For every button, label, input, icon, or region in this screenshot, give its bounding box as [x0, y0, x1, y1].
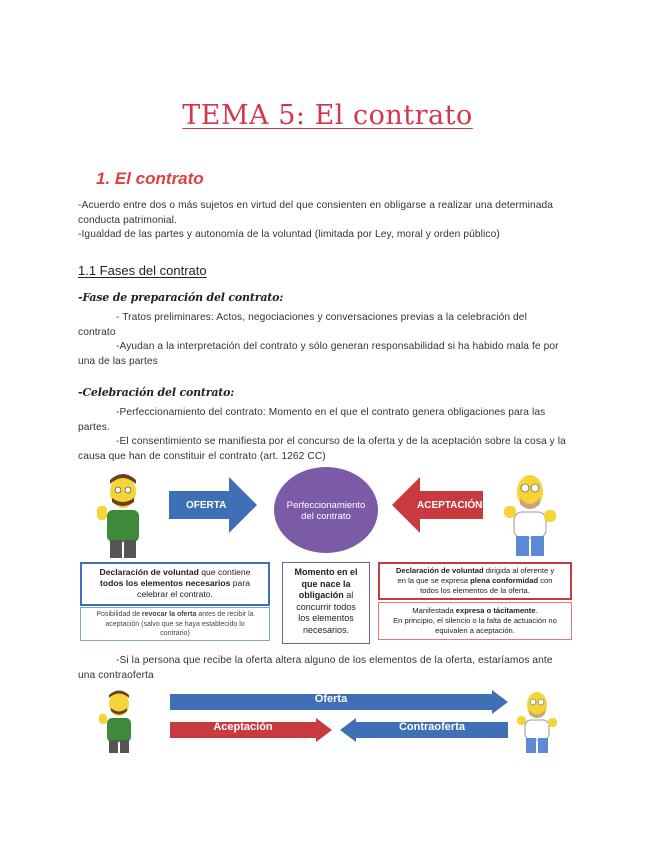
text-line: -Acuerdo entre dos o más sujetos en virtud del que consienten en obligarse a realizar una determinada	[78, 200, 554, 211]
text-line: causa que han de constituir el contrato (art. 1262 CC)	[78, 450, 326, 462]
box-bold-text: Declaración de voluntad	[99, 567, 199, 577]
text-line: -Ayudan a la interpretación del contrato y sólo generan responsabilidad si ha habido mala fe por	[116, 341, 559, 352]
box-text: los elementos	[298, 613, 354, 623]
box-text: aceptación (salvo que se haya establecido lo	[105, 620, 245, 628]
paragraph-preparacion	[78, 311, 598, 369]
oferta-arrow-label: OFERTA	[186, 500, 227, 511]
document-title: TEMA 5: El contrato	[182, 100, 473, 131]
box-text: .	[535, 606, 538, 615]
text-line: una contraoferta	[78, 669, 154, 681]
oferta-revocacion-box	[80, 607, 270, 641]
box-text: todos los elementos de la oferta.	[420, 586, 530, 595]
box-text: al	[343, 590, 354, 600]
contraoferta-arrow-label: Contraoferta	[398, 721, 465, 733]
text-line: una de las partes	[78, 355, 158, 367]
text-line: -Igualdad de las partes y autonomía de la voluntad (limitada por Ley, moral y orden público)	[78, 229, 500, 240]
box-bold-text: plena conformidad	[470, 576, 539, 585]
perfeccionamiento-label	[273, 500, 379, 522]
box-text: celebrar el contrato.	[137, 589, 213, 599]
box-bold-text: Momento en el	[294, 567, 358, 577]
section-heading-contrato: 1. El contrato	[96, 169, 204, 188]
box-text: antes de recibir la	[196, 611, 254, 618]
box-bold-text: Declaración de voluntad	[395, 566, 484, 575]
heading-celebracion: -Celebración del contrato:	[78, 386, 235, 399]
box-bold-text: que nace la	[301, 578, 351, 589]
box-text: contrario)	[160, 630, 190, 637]
aceptacion-arrow-label: ACEPTACIÓN	[417, 500, 483, 511]
paragraph-contraoferta	[78, 654, 598, 683]
box-bold-text: obligación	[298, 590, 344, 600]
center-label-line: del contrato	[301, 511, 351, 522]
box-text: concurrir todos	[296, 601, 356, 612]
box-text: necesarios.	[302, 624, 350, 635]
aceptacion-definition-box	[378, 562, 572, 600]
text-line: contrato	[78, 326, 116, 338]
character-oferente-small-icon	[97, 688, 141, 754]
character-oferente-icon	[93, 470, 153, 560]
diagram-contraoferta	[0, 686, 655, 756]
box-text: Posibilidad de	[96, 611, 142, 618]
box-bold-text: expresa o tácitamente	[455, 606, 536, 615]
box-text: equivalen a aceptación.	[435, 626, 515, 635]
aceptacion-manifestacion-box	[378, 602, 572, 640]
box-text: con	[538, 576, 553, 585]
text-line: -El consentimiento se manifiesta por el concurso de la oferta y de la aceptación sobre la cosa y la	[116, 436, 566, 447]
aceptacion-short-arrow-label: Aceptación	[213, 721, 273, 733]
box-text: que contiene	[198, 567, 251, 577]
box-text: en la que se expresa	[397, 576, 471, 585]
text-line: -Si la persona que recibe la oferta altera alguno de los elementos de la oferta, estaríamos ante	[116, 655, 553, 666]
box-text: dirigida al oferente y	[483, 566, 555, 575]
character-aceptante-small-icon	[515, 688, 559, 754]
box-text: para	[230, 578, 250, 588]
paragraph-celebracion	[78, 406, 598, 464]
momento-obligacion-box	[282, 562, 370, 644]
box-bold-text: todos los elementos necesarios	[100, 578, 231, 588]
text-line: conducta patrimonial.	[78, 214, 177, 226]
text-line: -Perfeccionamiento del contrato: Momento en el que el contrato genera obligaciones para las	[116, 407, 546, 418]
text-line: partes.	[78, 421, 110, 433]
subsection-heading-fases: 1.1 Fases del contrato	[78, 263, 207, 278]
paragraph-acuerdo	[78, 199, 598, 243]
box-text: Manifestada	[412, 606, 456, 615]
center-label-line: Perfeccionamiento	[286, 500, 366, 511]
oferta-definition-box	[80, 562, 270, 606]
heading-fase-preparacion: -Fase de preparación del contrato:	[78, 291, 284, 304]
character-aceptante-icon	[500, 468, 560, 560]
oferta-long-arrow-label: Oferta	[314, 693, 348, 705]
box-bold-text: revocar la oferta	[141, 611, 197, 618]
diagram-perfeccionamiento	[0, 465, 655, 650]
box-text: En principio, el silencio o la falta de actuación no	[393, 616, 557, 625]
text-line: - Tratos preliminares: Actos, negociaciones y conversaciones previas a la celebración del	[116, 312, 527, 323]
